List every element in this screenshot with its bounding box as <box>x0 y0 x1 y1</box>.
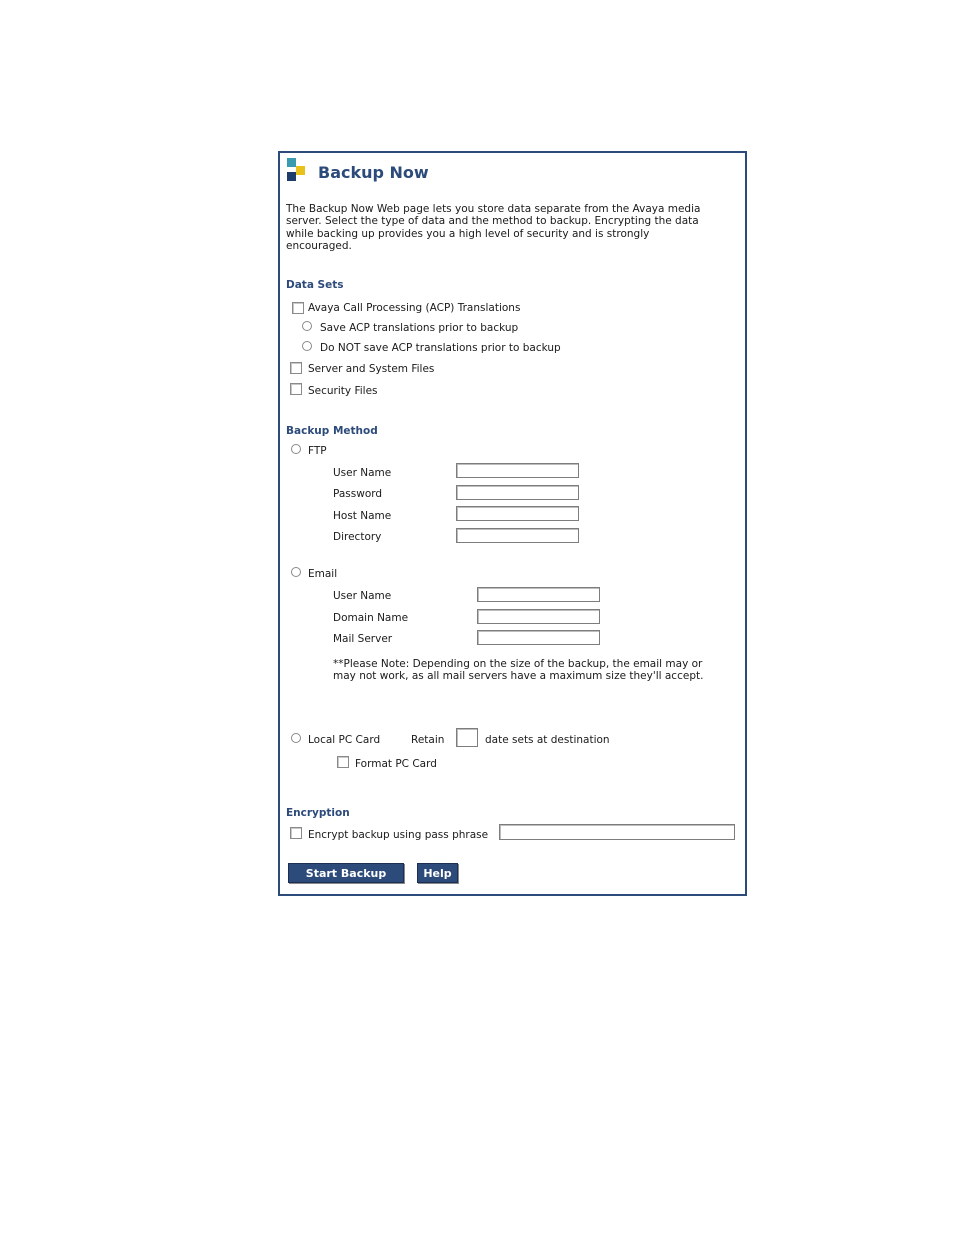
ftp-user-name-label: User Name <box>333 467 392 479</box>
format-pc-card-checkbox[interactable] <box>337 756 349 768</box>
email-radio[interactable] <box>291 567 301 577</box>
start-backup-button[interactable]: Start Backup <box>288 863 404 883</box>
no-save-acp-radio[interactable] <box>302 341 312 351</box>
ftp-label: FTP <box>308 445 327 457</box>
email-domain-name-input[interactable] <box>477 609 600 624</box>
ftp-directory-input[interactable] <box>456 528 579 543</box>
backup-now-panel <box>278 151 747 896</box>
save-acp-label: Save ACP translations prior to backup <box>320 322 519 334</box>
ftp-password-label: Password <box>333 488 383 500</box>
retain-suffix-label: date sets at destination <box>485 734 610 746</box>
avaya-logo-icon <box>287 158 307 182</box>
local-pc-card-label: Local PC Card <box>308 734 381 746</box>
ftp-host-name-input[interactable] <box>456 506 579 521</box>
encrypt-checkbox[interactable] <box>290 827 302 839</box>
email-size-note: **Please Note: Depending on the size of the backup, the email may or may not work, as all mail servers have a maximum size they'll accept. <box>333 658 704 683</box>
data-sets-heading: Data Sets <box>286 279 344 291</box>
security-files-label: Security Files <box>308 385 378 397</box>
acp-translations-label: Avaya Call Processing (ACP) Translations <box>308 302 521 314</box>
backup-method-heading: Backup Method <box>286 425 378 437</box>
email-mail-server-label: Mail Server <box>333 633 393 645</box>
ftp-password-input[interactable] <box>456 485 579 500</box>
help-button[interactable]: Help <box>417 863 458 883</box>
ftp-user-name-input[interactable] <box>456 463 579 478</box>
save-acp-radio[interactable] <box>302 321 312 331</box>
pass-phrase-input[interactable] <box>499 824 735 840</box>
security-files-checkbox[interactable] <box>290 383 302 395</box>
acp-translations-checkbox[interactable] <box>292 302 304 314</box>
encrypt-label: Encrypt backup using pass phrase <box>308 829 489 841</box>
ftp-host-name-label: Host Name <box>333 510 392 522</box>
email-user-name-input[interactable] <box>477 587 600 602</box>
page-intro: The Backup Now Web page lets you store data separate from the Avaya media server. Select the type of data and the method to backup. Encrypting the data while backing up provides you a high level of security and is strongly encouraged. <box>286 203 701 252</box>
format-pc-card-label: Format PC Card <box>355 758 437 770</box>
server-files-checkbox[interactable] <box>290 362 302 374</box>
no-save-acp-label: Do NOT save ACP translations prior to backup <box>320 342 561 354</box>
email-user-name-label: User Name <box>333 590 392 602</box>
server-files-label: Server and System Files <box>308 363 435 375</box>
encryption-heading: Encryption <box>286 807 350 819</box>
retain-count-input[interactable] <box>456 728 478 747</box>
retain-label: Retain <box>411 734 445 746</box>
ftp-directory-label: Directory <box>333 531 382 543</box>
email-label: Email <box>308 568 338 580</box>
email-domain-name-label: Domain Name <box>333 612 409 624</box>
page-title: Backup Now <box>318 163 429 182</box>
email-mail-server-input[interactable] <box>477 630 600 645</box>
local-pc-card-radio[interactable] <box>291 733 301 743</box>
ftp-radio[interactable] <box>291 444 301 454</box>
